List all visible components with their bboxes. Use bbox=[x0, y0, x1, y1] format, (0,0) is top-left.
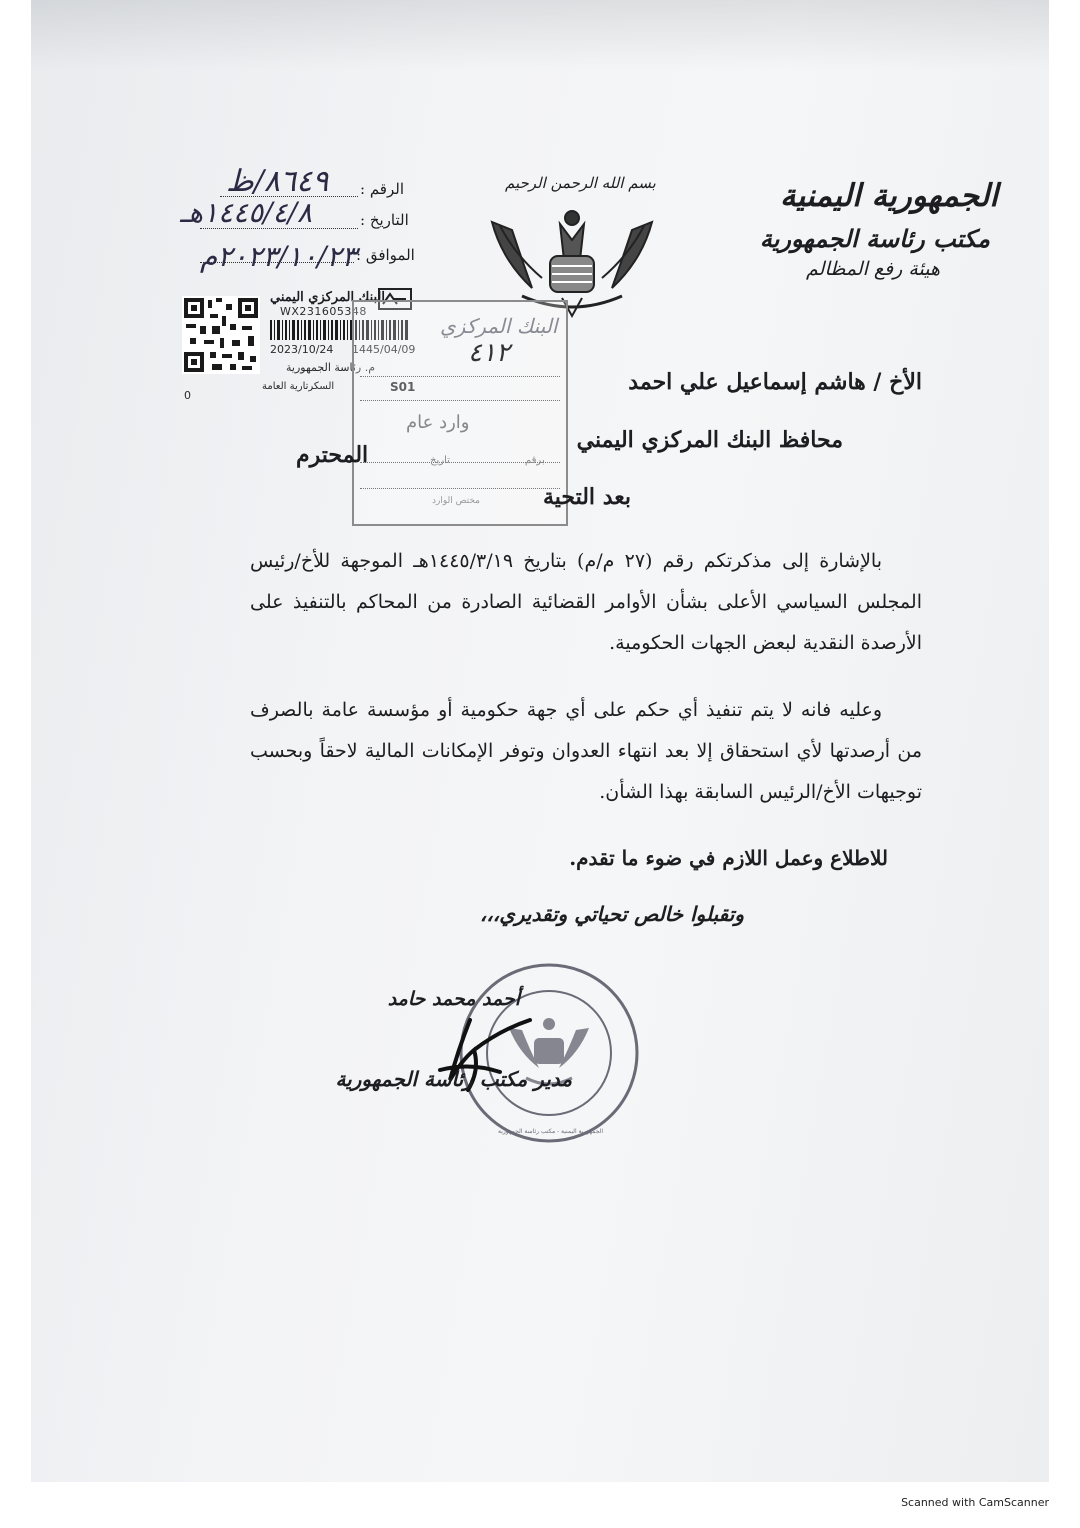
equivalent-value: ٢٠٢٣/١٠/٢٣م bbox=[200, 240, 357, 273]
date-value: ١٤٤٥/٤/٨هـ bbox=[180, 196, 313, 229]
scan-shadow bbox=[31, 0, 1049, 70]
qr-code bbox=[182, 296, 260, 374]
label-sender: م. رئاسة الجمهورية bbox=[286, 361, 376, 374]
stamp-divider bbox=[360, 376, 560, 377]
body-closing: وتقبلوا خالص تحياتي وتقديري،،، bbox=[479, 902, 744, 926]
basmala: بسم الله الرحمن الرحيم bbox=[505, 174, 656, 192]
letterhead-department: هيئة رفع المظالم bbox=[806, 258, 940, 280]
equivalent-label: الموافق : bbox=[356, 246, 415, 264]
greeting: بعد التحية bbox=[542, 484, 631, 510]
number-value: ٨٦٤٩/ظ bbox=[226, 164, 329, 199]
stamp-no-label: برقم bbox=[525, 455, 545, 466]
seal-text: الجمهورية اليمنية - مكتب رئاسة الجمهورية bbox=[498, 1128, 604, 1135]
bank-label-name: البنك المركزي اليمني bbox=[270, 290, 385, 305]
tracking-code: WX231605348 bbox=[280, 305, 367, 318]
addressee-title: محافظ البنك المركزي اليمني bbox=[576, 427, 843, 453]
label-date-gregorian: 2023/10/24 bbox=[270, 343, 334, 356]
signatory-title: مدير مكتب رئاسة الجمهورية bbox=[335, 1067, 572, 1091]
scanner-watermark: Scanned with CamScanner bbox=[901, 1496, 1049, 1509]
stamp-divider bbox=[360, 488, 560, 489]
body-paragraph-1: بالإشارة إلى مذكرتكم رقم (٢٧ م/م) بتاريخ ١٤٤٥/٣/١٩هـ الموجهة للأخ/رئيس المجلس السياسي الأعلى بشأن الأوامر القضائية الصادرة من المحاكم بالتنفيذ على الأرصدة النقدية لبعض الجهات الحكومية. bbox=[250, 550, 922, 654]
date-label: التاريخ : bbox=[360, 211, 409, 229]
addressee-name: الأخ / هاشم إسماعيل علي احمد bbox=[628, 369, 922, 395]
addressee-honorific: المحترم bbox=[296, 442, 369, 468]
body-paragraph-2: وعليه فانه لا يتم تنفيذ أي حكم على أي جهة حكومية أو مؤسسة عامة بالصرف من أرصدتها لأي استحقاق إلا بعد انتهاء العدوان وتوفر الإمكانات المالية لاحقاً وبحسب توجيهات الأخ/الرئيس السابقة بهذا الشأن. bbox=[250, 699, 922, 803]
stamp-divider bbox=[360, 400, 560, 401]
stamp-type: وارد عام bbox=[406, 412, 470, 433]
label-code: S01 bbox=[390, 380, 416, 394]
stamp-number: ٤١٢ bbox=[468, 338, 510, 368]
label-date-hijri: 1445/04/09 bbox=[352, 343, 416, 356]
label-count: 0 bbox=[184, 389, 191, 402]
stamp-date-label: تاريخ bbox=[430, 455, 450, 466]
stamp-footer: مختص الوارد bbox=[432, 496, 480, 506]
letterhead-country: الجمهورية اليمنية bbox=[780, 178, 998, 214]
letterhead-office: مكتب رئاسة الجمهورية bbox=[759, 224, 990, 253]
signatory-name: أحمد محمد حامد bbox=[387, 988, 520, 1010]
label-section: السكرتارية العامة bbox=[262, 381, 335, 392]
number-label: الرقم : bbox=[360, 180, 404, 198]
body-request: للاطلاع وعمل اللازم في ضوء ما تقدم. bbox=[569, 846, 888, 870]
stamp-title: البنك المركزي bbox=[440, 314, 558, 338]
